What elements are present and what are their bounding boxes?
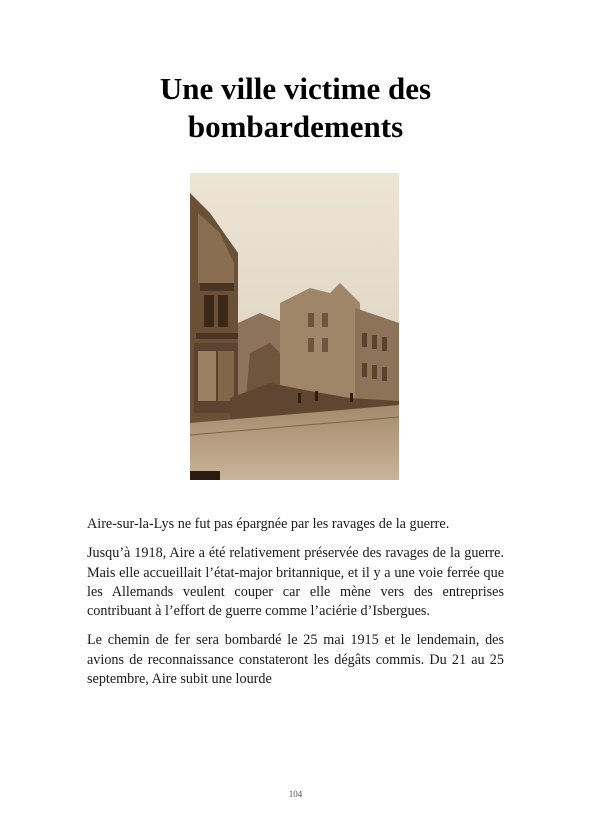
page-title <box>60 70 531 146</box>
paragraph-2: Jusqu’à 1918, Aire a été relativement préservée des ravages de la guerre. Mais elle accueillait l’état-major britannique, et il y a une voie ferrée que les Allemands veulent couper car elle mène vers des entreprises contribuant à l’effort de guerre comme l’aciérie d’Isbergues. <box>87 545 504 620</box>
paragraph-1: Aire-sur-la-Lys ne fut pas épargnée par les ravages de la guerre. <box>87 516 450 532</box>
page-number: 104 <box>288 789 303 799</box>
title-line-1: Une ville victime des <box>159 71 432 106</box>
body-text <box>87 515 504 699</box>
title-line-2: bombardements <box>187 109 404 144</box>
paragraph-3: Le chemin de fer sera bombardé le 25 mai 1915 et le lendemain, des avions de reconnaissance constateront les dégâts commis. Du 21 au 25 septembre, Aire subit une lourde <box>87 632 504 688</box>
historic-photo <box>190 173 399 480</box>
photo-illustration <box>190 173 399 480</box>
